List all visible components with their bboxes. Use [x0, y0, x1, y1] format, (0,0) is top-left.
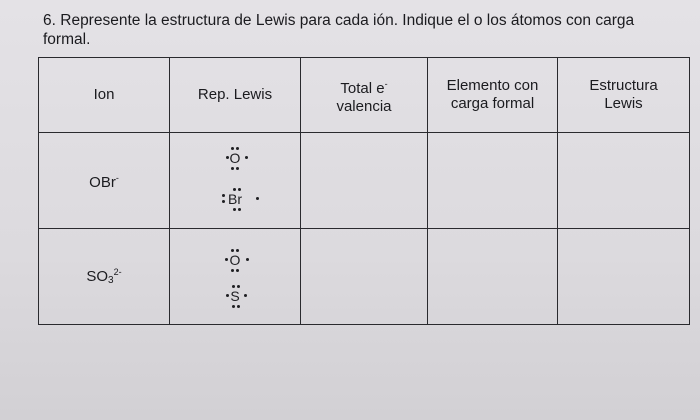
header-total-valence [301, 58, 428, 133]
ion-charge: 2- [113, 267, 122, 277]
total-valence-cell[interactable] [301, 229, 428, 325]
lewis-worksheet-table [38, 57, 690, 325]
lewis-symbol-oxygen: O [229, 252, 241, 268]
electron-dot [226, 156, 229, 159]
question-line1: Represente la estructura de Lewis para cada ión. Indique el o los átomos con carga [60, 12, 635, 29]
header-rep-lewis-label: Rep. Lewis [197, 86, 273, 103]
ion-cell [39, 229, 170, 325]
electron-dot [226, 294, 229, 297]
lewis-symbol-sulfur: S [230, 288, 240, 304]
electron-dot [222, 194, 225, 197]
electron-dot [236, 167, 239, 170]
electron-dot [231, 269, 234, 272]
electron-dot [236, 269, 239, 272]
electron-dot [236, 249, 239, 252]
ion-subscript: 3 [108, 275, 114, 286]
header-estructura-line2: Lewis [604, 95, 643, 112]
electron-dot [238, 188, 241, 191]
ion-charge: - [115, 173, 119, 183]
header-ion-label: Ion [93, 86, 115, 103]
electron-dot [232, 285, 235, 288]
ion-formula [86, 268, 121, 285]
header-estructura [558, 58, 690, 133]
elemento-carga-cell[interactable] [428, 229, 558, 325]
header-total-line1: Total e [340, 79, 385, 97]
lewis-cell [170, 133, 301, 229]
question-line2: formal. [43, 31, 91, 48]
table-row [39, 229, 690, 325]
ion-formula-main: SO [86, 268, 109, 285]
electron-dot [245, 156, 248, 159]
ion-formula-main: OBr [89, 174, 116, 191]
electron-dot [231, 167, 234, 170]
electron-dot [222, 200, 225, 203]
ion-formula [89, 174, 119, 191]
ion-cell [39, 133, 170, 229]
electron-dot [237, 305, 240, 308]
estructura-lewis-cell[interactable] [558, 229, 690, 325]
electron-dot [246, 258, 249, 261]
electron-dot [232, 305, 235, 308]
lewis-dot-symbols [170, 229, 300, 324]
elemento-carga-cell[interactable] [428, 133, 558, 229]
question-number: 6. [43, 12, 56, 29]
header-total-sup: - [384, 78, 388, 89]
electron-dot [225, 258, 228, 261]
electron-dot [238, 208, 241, 211]
header-elemento-line2: carga formal [450, 95, 535, 112]
table-row [39, 133, 690, 229]
question-text [43, 11, 683, 49]
header-rep-lewis [170, 58, 301, 133]
header-elemento-line1: Elemento con [446, 77, 539, 94]
electron-dot [233, 188, 236, 191]
electron-dot [237, 285, 240, 288]
total-valence-cell[interactable] [301, 133, 428, 229]
header-row [39, 58, 690, 133]
lewis-symbol-bromine: Br [228, 191, 242, 207]
header-ion [39, 58, 170, 133]
electron-dot [256, 197, 259, 200]
lewis-symbol-oxygen: O [229, 150, 241, 166]
lewis-cell [170, 229, 301, 325]
electron-dot [244, 294, 247, 297]
header-estructura-line1: Estructura [589, 77, 658, 94]
electron-dot [236, 147, 239, 150]
electron-dot [231, 249, 234, 252]
electron-dot [231, 147, 234, 150]
header-elemento [428, 58, 558, 133]
header-total-line2: valencia [336, 97, 392, 115]
estructura-lewis-cell[interactable] [558, 133, 690, 229]
electron-dot [233, 208, 236, 211]
lewis-dot-symbols [170, 133, 300, 228]
